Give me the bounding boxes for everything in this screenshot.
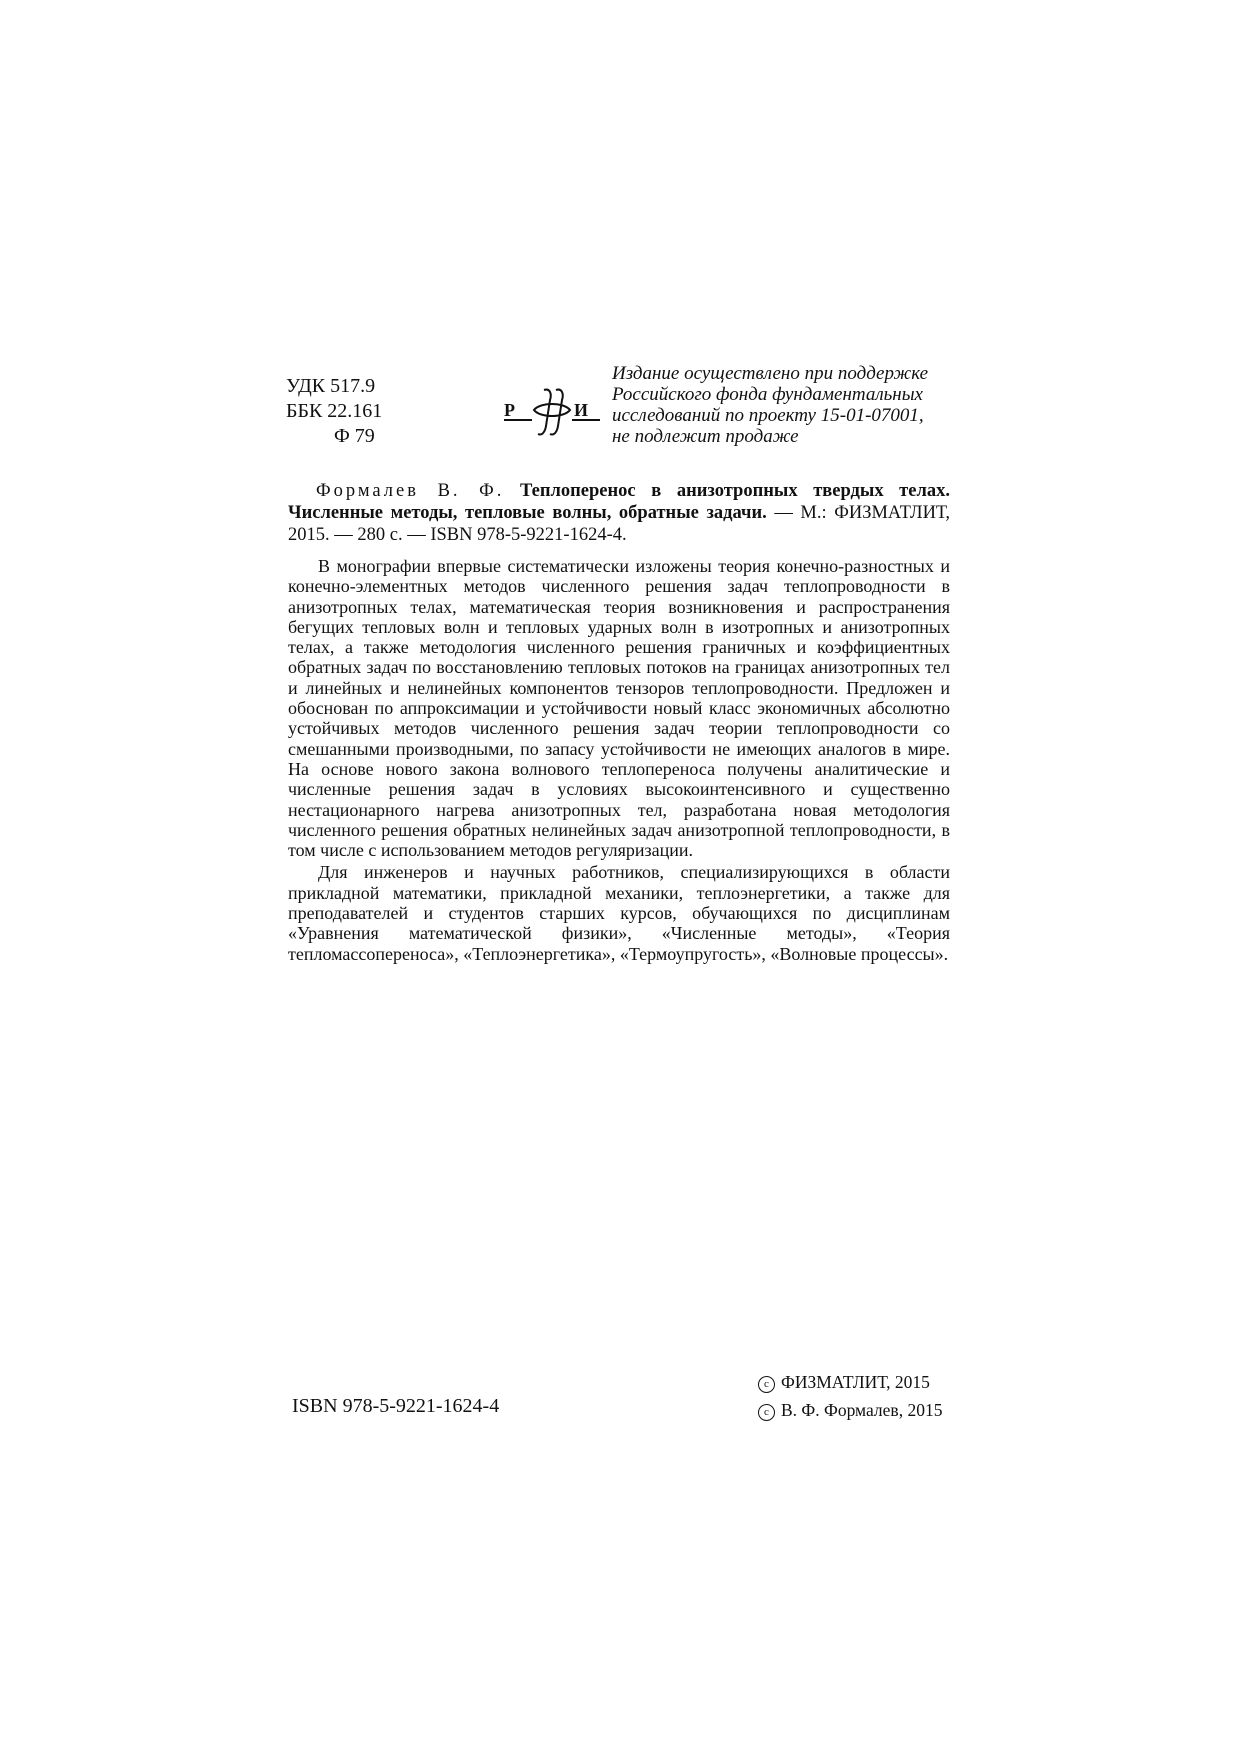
annotation-paragraph: Для инженеров и научных работников, специализирующихся в области прикладной математики, прикладной механики, теплоэнергетики, а также для преподавателей и студентов старших курсов, обучающихся по дисциплинам «Уравнения математической физики», «Численные методы», «Теория тепломассопереноса», «Теплоэнергетика», «Термоупругость», «Волновые процессы». — [288, 862, 950, 964]
support-line: Издание осуществлено при поддержке — [612, 363, 929, 384]
bbk-code: ББК 22.161 — [286, 400, 383, 422]
support-line: не подлежит продаже — [612, 426, 799, 447]
udk-code: УДК 517.9 — [286, 375, 376, 397]
author-mark: Ф 79 — [334, 425, 375, 447]
copyright-author-text: В. Ф. Формалев, 2015 — [781, 1400, 943, 1420]
logo-letter-r: Р — [504, 400, 515, 420]
copyright-publisher-text: ФИЗМАТЛИТ, 2015 — [781, 1372, 930, 1392]
copyright-publisher — [758, 1368, 942, 1396]
annotation — [288, 556, 950, 966]
support-line: исследований по проекту 15-01-07001, — [612, 405, 924, 426]
annotation-paragraph: В монографии впервые систематически изложены теория конечно-разностных и конечно-элементных методов численного решения задач теплопроводности в анизотропных телах, математическая теория возникновения и распространения бегущих тепловых волн и тепловых ударных волн в изотропных и анизотропных телах, а также методология численного решения граничных и коэффициентных обратных задач по восстановлению тепловых потоков на границах анизотропных тел и линейных и нелинейных компонентов тензоров теплопроводности. Предложен и обоснован по аппроксимации и устойчивости новый класс экономичных абсолютно устойчивых методов численного решения задач теории теплопроводности со смешанными производными, по запасу устойчивости не имеющих аналогов в мире. На основе нового закона волнового теплопереноса получены аналитические и численные решения задач в условиях высокоинтенсивного и существенно нестационарного нагрева анизотропных тел, разработана новая методология численного решения обратных нелинейных задач анизотропной теплопроводности, в том числе с использованием методов регуляризации. — [288, 556, 950, 861]
bib-author: Формалев В. Ф. — [316, 481, 505, 501]
isbn: ISBN 978-5-9221-1624-4 — [292, 1395, 500, 1417]
copyright-icon: c — [758, 1404, 775, 1421]
logo-letter-i: И — [574, 400, 589, 420]
copyright-icon: c — [758, 1376, 775, 1393]
classification-codes — [286, 374, 382, 449]
copyright-block — [758, 1368, 942, 1424]
bib-imprint: — М.: ФИЗМАТЛИТ, 2015. — 280 с. — ISBN 978-5-9221-1624-4. — [288, 503, 951, 545]
copyright-author — [758, 1396, 942, 1424]
support-line: Российского фонда фундаментальных — [612, 384, 923, 405]
support-note — [612, 363, 952, 447]
bib-title: Теплоперенос в анизотропных твердых телах. Численные методы, тепловые волны, обратные задачи. — [288, 481, 950, 523]
rffi-logo-icon — [504, 386, 600, 438]
bibliographic-entry — [288, 480, 950, 546]
